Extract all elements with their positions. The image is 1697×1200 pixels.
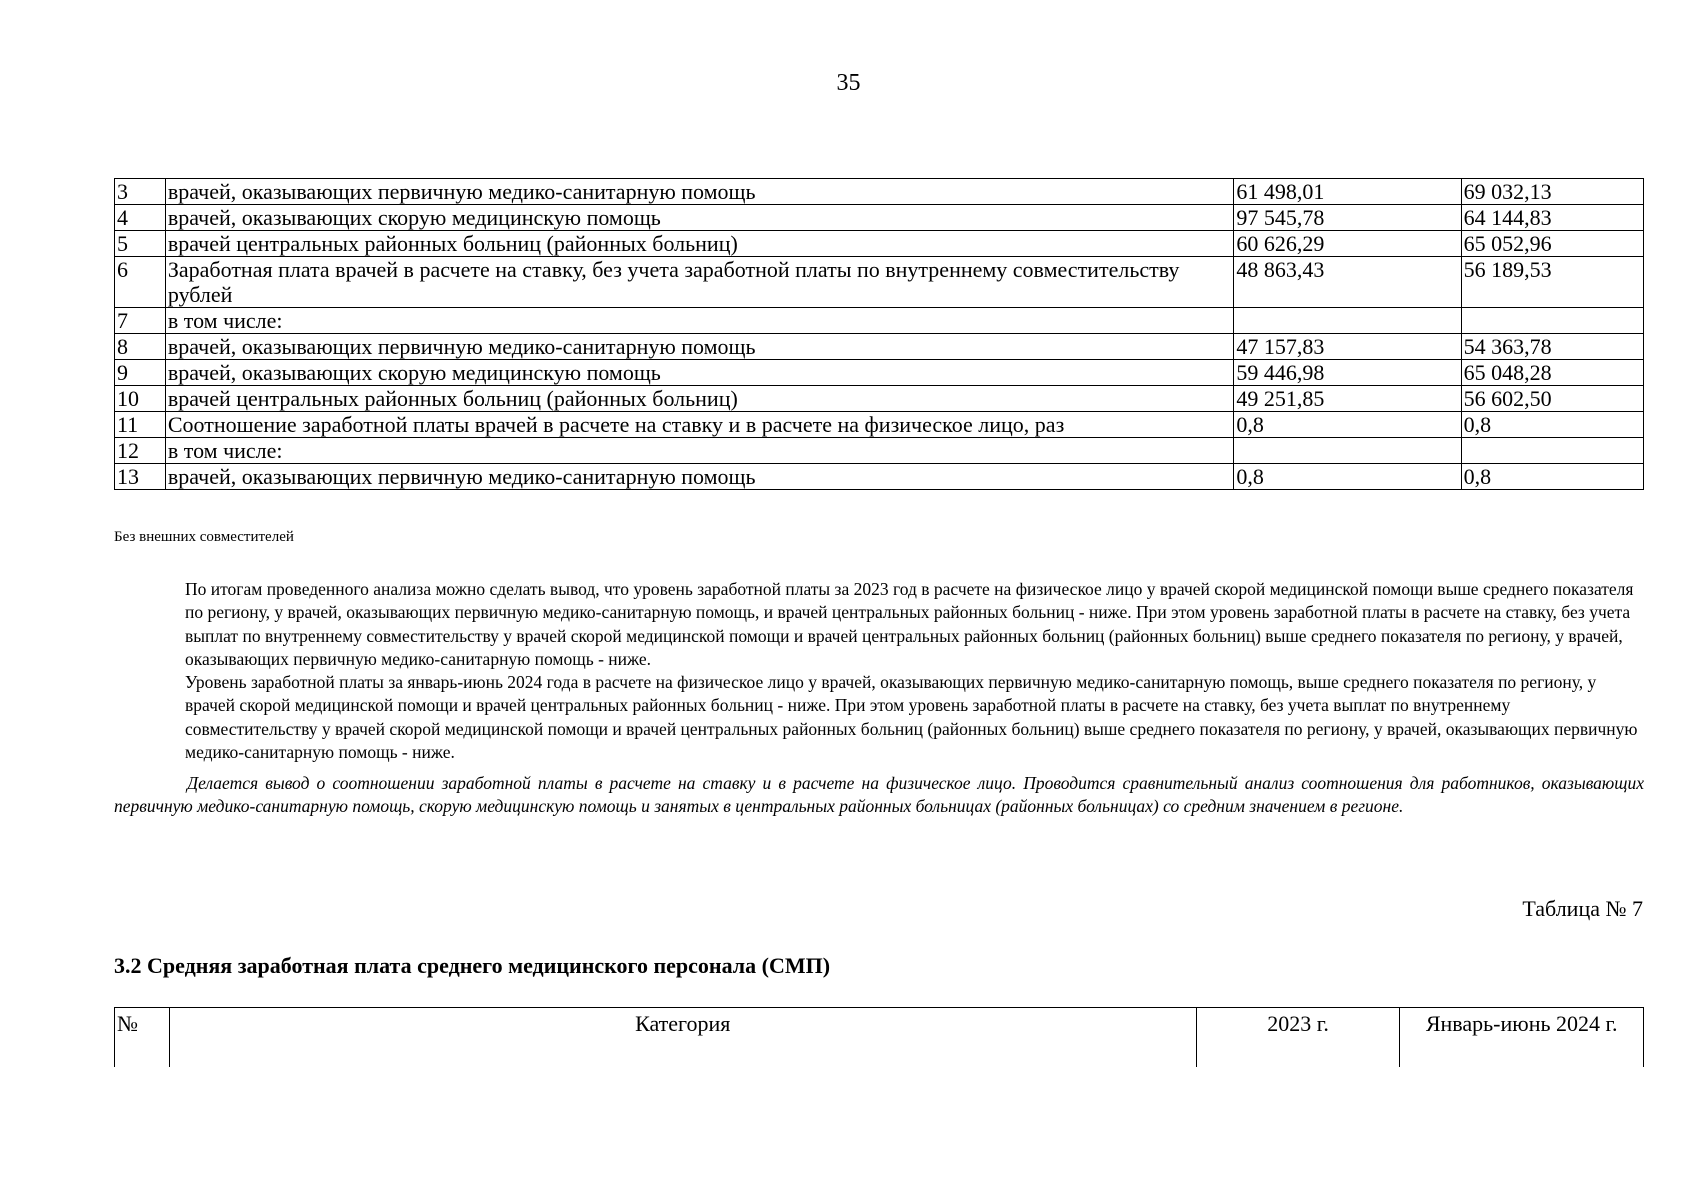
table-7-header (114, 1007, 1644, 1067)
section-heading: 3.2 Средняя заработная плата среднего медицинского персонала (СМП) (114, 953, 831, 978)
table-row (115, 464, 1644, 490)
row-number: 7 (115, 308, 166, 334)
row-value-2024: 0,8 (1461, 412, 1643, 438)
row-number: 11 (115, 412, 166, 438)
analysis-paragraph: По итогам проведенного анализа можно сделать вывод, что уровень заработной платы за 2023 год в расчете на физическое лицо у врачей скорой медицинской помощи выше среднего показателя по региону, у врачей, оказывающих первичную медико-санитарную помощь, и врачей центральных районных больниц - ниже. При этом уровень заработной платы в расчете на ставку, без учета выплат по внутреннему совместительству у врачей скорой медицинской помощи и врачей центральных районных больниц (районных больниц) выше среднего показателя по региону, у врачей, оказывающих первичную медико-санитарную помощь - ниже. (185, 579, 1634, 669)
table-row (115, 386, 1644, 412)
table-row (115, 412, 1644, 438)
row-number: 4 (115, 205, 166, 231)
row-value-2023: 61 498,01 (1234, 179, 1461, 205)
row-value-2023: 97 545,78 (1234, 205, 1461, 231)
row-number: 13 (115, 464, 166, 490)
row-value-2024: 65 048,28 (1461, 360, 1643, 386)
row-category: Заработная плата врачей в расчете на ставку, без учета заработной платы по внутреннему совместительству рублей (165, 257, 1234, 308)
row-value-2024: 65 052,96 (1461, 231, 1643, 257)
salary-table (114, 178, 1644, 490)
row-number: 6 (115, 257, 166, 308)
analysis-paragraph: Уровень заработной платы за январь-июнь 2024 года в расчете на физическое лицо у врачей, оказывающих первичную медико-санитарную помощь, выше среднего показателя по региону, у врачей скорой медицинской помощи и врачей центральных районных больниц - ниже. При этом уровень заработной платы в расчете на ставку, без учета выплат по внутреннему совместительству у врачей скорой медицинской помощи и врачей центральных районных больниц (районных больниц) выше среднего показателя по региону, у врачей, оказывающих первичную медико-санитарную помощь - ниже. (185, 672, 1638, 763)
row-value-2023 (1234, 308, 1461, 334)
row-value-2024: 64 144,83 (1461, 205, 1643, 231)
table-label: Таблица № 7 (1522, 896, 1643, 921)
table-row (115, 205, 1644, 231)
row-category: врачей, оказывающих первичную медико-санитарную помощь (165, 179, 1234, 205)
row-number: 9 (115, 360, 166, 386)
row-number: 10 (115, 386, 166, 412)
row-value-2023 (1234, 438, 1461, 464)
row-category: врачей центральных районных больниц (районных больниц) (165, 231, 1234, 257)
row-category: врачей, оказывающих скорую медицинскую помощь (165, 360, 1234, 386)
row-category: в том числе: (165, 438, 1234, 464)
row-category: врачей, оказывающих первичную медико-санитарную помощь (165, 464, 1234, 490)
page-number: 35 (836, 70, 861, 96)
row-category: врачей центральных районных больниц (районных больниц) (165, 386, 1234, 412)
row-value-2023: 60 626,29 (1234, 231, 1461, 257)
row-value-2024: 56 602,50 (1461, 386, 1643, 412)
row-number: 12 (115, 438, 166, 464)
row-category: в том числе: (165, 308, 1234, 334)
conclusion-text: Делается вывод о соотношении заработной платы в расчете на ставку и в расчете на физическое лицо. Проводится сравнительный анализ соотношения для работников, оказывающих первичную медико-санитарную помощь, скорую медицинскую помощь и занятых в центральных районных больницах (районных больницах) со средним значением в регионе. (114, 773, 1644, 817)
table-row (115, 257, 1644, 308)
header-row (115, 1008, 1644, 1068)
table-row (115, 360, 1644, 386)
row-value-2023: 48 863,43 (1234, 257, 1461, 308)
table-note: Без внешних совместителей (114, 529, 294, 545)
row-value-2024: 0,8 (1461, 464, 1643, 490)
table-row (115, 308, 1644, 334)
table-row (115, 179, 1644, 205)
row-value-2024: 56 189,53 (1461, 257, 1643, 308)
row-number: 3 (115, 179, 166, 205)
row-category: врачей, оказывающих скорую медицинскую помощь (165, 205, 1234, 231)
row-value-2024 (1461, 308, 1643, 334)
row-value-2023: 47 157,83 (1234, 334, 1461, 360)
header-jan-jun-2024: Январь-июнь 2024 г. (1400, 1008, 1644, 1068)
row-value-2023: 49 251,85 (1234, 386, 1461, 412)
header-category: Категория (169, 1008, 1196, 1068)
row-category: Соотношение заработной платы врачей в расчете на ставку и в расчете на физическое лицо, раз (165, 412, 1234, 438)
header-year-2023: 2023 г. (1196, 1008, 1400, 1068)
row-value-2023: 0,8 (1234, 412, 1461, 438)
row-value-2024: 54 363,78 (1461, 334, 1643, 360)
table-row (115, 334, 1644, 360)
table-row (115, 231, 1644, 257)
row-category: врачей, оказывающих первичную медико-санитарную помощь (165, 334, 1234, 360)
row-value-2023: 59 446,98 (1234, 360, 1461, 386)
table-row (115, 438, 1644, 464)
row-value-2024: 69 032,13 (1461, 179, 1643, 205)
analysis-text (185, 578, 1645, 764)
row-value-2023: 0,8 (1234, 464, 1461, 490)
row-number: 5 (115, 231, 166, 257)
header-num: № (115, 1008, 170, 1068)
row-number: 8 (115, 334, 166, 360)
row-value-2024 (1461, 438, 1643, 464)
